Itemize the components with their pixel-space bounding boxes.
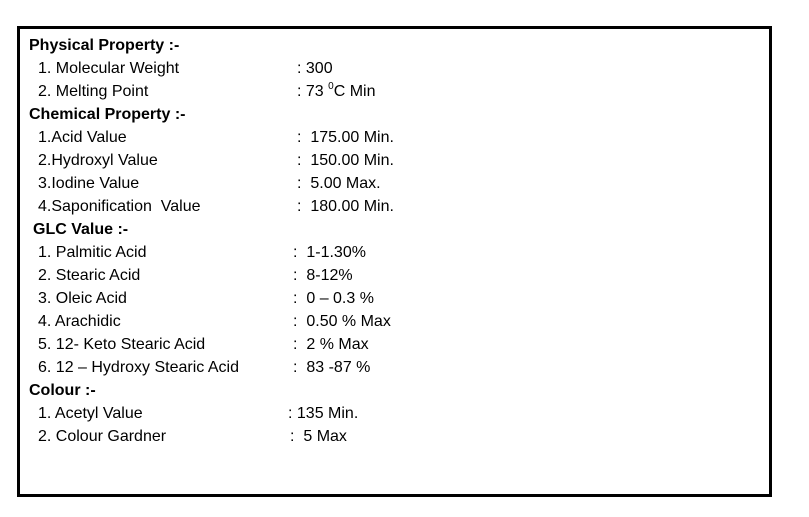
property-separator: : [297,198,302,215]
property-label: 2. Stearic Acid [38,267,141,284]
property-value [293,356,370,379]
property-value-text: 175.00 Min. [310,129,394,146]
property-row-palmitic-acid [20,241,769,264]
specification-box [17,26,772,497]
property-value [297,195,394,218]
property-label: 2. Colour Gardner [38,428,167,445]
property-value-text: 300 [305,60,333,77]
property-value-text: 0.50 % Max [306,313,391,330]
section-heading-colour [20,379,769,402]
property-row-melting-point [20,80,769,103]
property-value-text: 5 Max [303,428,347,445]
property-value [293,310,391,333]
property-value [297,126,394,149]
property-row-colour-gardner [20,425,769,448]
property-value [293,287,374,310]
property-row-arachidic [20,310,769,333]
property-row-hydroxy-stearic-acid [20,356,769,379]
property-label: 3. Oleic Acid [38,290,127,307]
property-value-text: 135 Min. [296,405,359,422]
property-separator: : [297,83,302,100]
property-value-unit: C Min [333,83,376,100]
property-value [297,80,376,103]
property-value-text: 8-12% [306,267,353,284]
property-separator: : [293,359,298,376]
property-row-hydroxyl-value [20,149,769,172]
property-row-acid-value [20,126,769,149]
property-value-text: 5.00 Max. [310,175,381,192]
property-label: 6. 12 – Hydroxy Stearic Acid [38,359,239,376]
property-value [288,402,358,425]
property-label: 2. Melting Point [38,83,149,100]
property-separator: : [293,267,298,284]
property-value-text: 83 -87 % [306,359,371,376]
property-value-text: 0 – 0.3 % [306,290,374,307]
property-value-text: 150.00 Min. [310,152,394,169]
property-row-saponification-value [20,195,769,218]
property-separator: : [293,313,298,330]
property-separator: : [293,290,298,307]
property-label: 4.Saponification Value [38,198,201,215]
property-value [297,57,333,80]
property-row-stearic-acid [20,264,769,287]
section-heading-glc [20,218,769,241]
property-label: 1. Palmitic Acid [38,244,147,261]
property-label: 1. Molecular Weight [38,60,180,77]
property-value [293,264,353,287]
property-value [297,149,394,172]
property-value-text: 1-1.30% [306,244,366,261]
property-separator: : [290,428,295,445]
property-row-molecular-weight [20,57,769,80]
section-heading-chemical [20,103,769,126]
property-label: 1. Acetyl Value [38,405,143,422]
property-label: 3.Iodine Value [38,175,140,192]
section-heading-label: Colour :- [29,382,96,399]
property-value [290,425,347,448]
section-heading-physical [20,34,769,57]
property-separator: : [288,405,293,422]
property-separator: : [293,336,298,353]
property-row-acetyl-value [20,402,769,425]
property-separator: : [293,244,298,261]
property-label: 2.Hydroxyl Value [38,152,158,169]
property-value [297,172,381,195]
property-value [293,333,369,356]
property-row-keto-stearic-acid [20,333,769,356]
property-label: 4. Arachidic [38,313,121,330]
property-value-text: 2 % Max [306,336,369,353]
property-label: 5. 12- Keto Stearic Acid [38,336,206,353]
property-value-text: 73 [305,83,329,100]
section-heading-label: Chemical Property :- [29,106,186,123]
property-row-oleic-acid [20,287,769,310]
section-heading-label: GLC Value :- [33,221,129,238]
property-row-iodine-value [20,172,769,195]
property-value-text: 180.00 Min. [310,198,394,215]
property-label: 1.Acid Value [38,129,127,146]
section-heading-label: Physical Property :- [29,37,180,54]
property-separator: : [297,129,302,146]
property-separator: : [297,175,302,192]
property-separator: : [297,60,302,77]
property-separator: : [297,152,302,169]
property-value [293,241,366,264]
degree-superscript: 0 [328,81,334,92]
